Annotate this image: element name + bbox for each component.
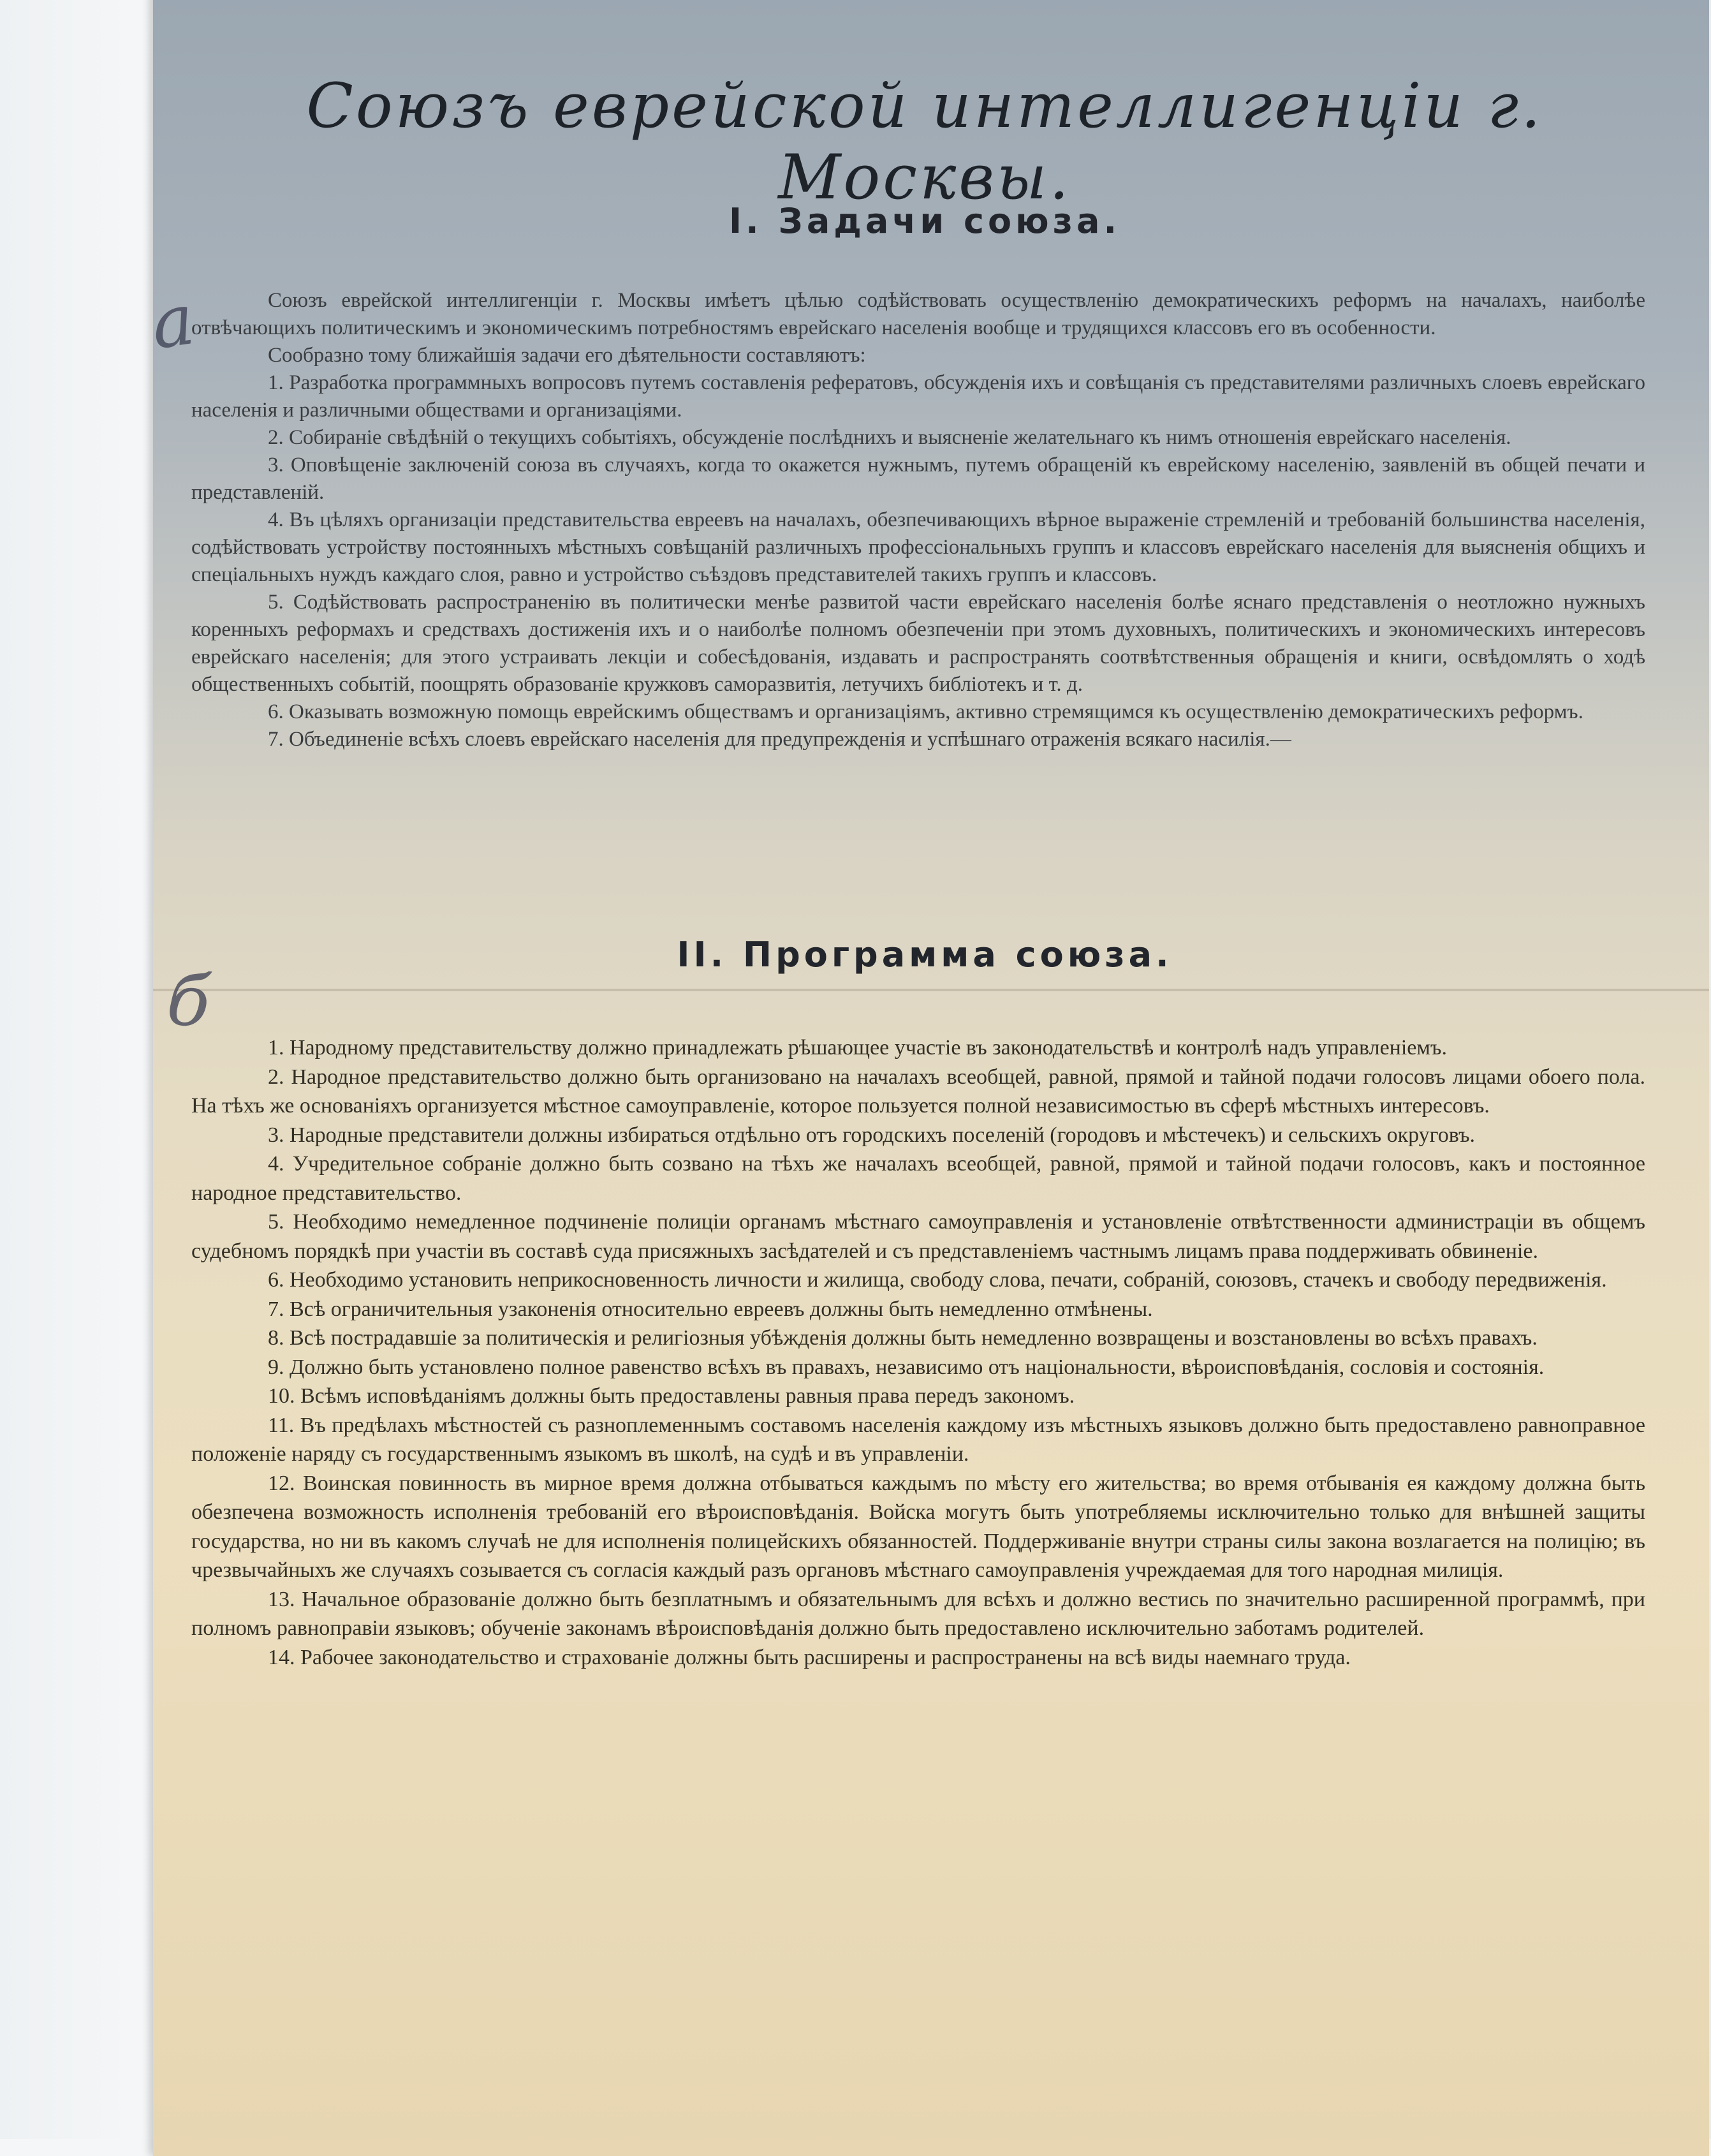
program-item: 4. Учредительное собраніе должно быть созвано на тѣхъ же началахъ всеобщей, равной, прямой и тайной подачи голосовъ, какъ и постоянное народное представительство. [191, 1152, 1645, 1205]
handwritten-margin-mark-a: a [146, 278, 200, 365]
task-item: 7. Объединеніе всѣхъ слоевъ еврейскаго населенія для предупрежденія и успѣшнаго отраженія всякаго насилія.— [268, 728, 1291, 751]
paper-fold-line [153, 989, 1709, 991]
program-item: 13. Начальное образованіе должно быть безплатнымъ и обязательнымъ для всѣхъ и должно вестись по значительно расширенной программѣ, при полномъ равноправіи языковъ; обученіе законамъ вѣроисповѣданія должно быть предоставлено исключительно заботамъ родителей. [191, 1587, 1645, 1640]
page-title: Союзъ еврейской интеллигенціи г. Москвы. [306, 70, 1543, 213]
task-item: 6. Оказывать возможную помощь еврейскимъ обществамъ и организаціямъ, активно стремящимся къ осуществленію демократическихъ реформъ. [268, 700, 1583, 723]
task-item: 5. Содѣйствовать распространенію въ политически менѣе развитой части еврейскаго населенія болѣе яснаго представленія о неотложно нужныхъ коренныхъ реформахъ и средствахъ достиженія ихъ и о наиболѣе полномъ обезпеченіи при этомъ духовныхъ, политическихъ и экономическихъ интересовъ еврейскаго населенія; для этого устраивать лекціи и собесѣдованія, издавать и распространять соотвѣтственныя обращенія и книги, освѣдомлять о ходѣ общественныхъ событій, поощрять образованіе кружковъ саморазвитія, летучихъ библіотекъ и т. д. [191, 591, 1645, 696]
handwritten-margin-mark-b: б [164, 958, 213, 1044]
program-item: 5. Необходимо немедленное подчиненіе полиціи органамъ мѣстнаго самоуправленія и установленіе отвѣтственности администраціи въ общемъ судебномъ порядкѣ при участіи въ составѣ суда присяжныхъ засѣдателей и съ представленіемъ частнымъ лицамъ права поддерживать обвиненіе. [191, 1210, 1645, 1263]
program-item: 10. Всѣмъ исповѣданіямъ должны быть предоставлены равныя права передъ закономъ. [268, 1384, 1075, 1408]
program-item: 11. Въ предѣлахъ мѣстностей съ разноплеменнымъ составомъ населенія каждому изъ мѣстныхъ языковъ должно быть предоставлено равноправное положеніе наряду съ государственнымъ языкомъ въ школѣ, на судѣ и въ управленіи. [191, 1413, 1645, 1466]
task-item: 1. Разработка программныхъ вопросовъ путемъ составленія рефератовъ, обсужденія ихъ и совѣщанія съ представителями различныхъ слоевъ еврейскаго населенія и различными обществами и организаціями. [191, 371, 1645, 422]
task-item: 2. Собираніе свѣдѣній о текущихъ событіяхъ, обсужденіе послѣднихъ и выясненіе желательнаго къ нимъ отношенія еврейскаго населенія. [268, 426, 1511, 449]
program-item: 6. Необходимо установить неприкосновенность личности и жилища, свободу слова, печати, собраній, союзовъ, стачекъ и свободу передвиженія. [268, 1268, 1607, 1292]
program-item: 14. Рабочее законодательство и страхованіе должны быть расширены и распространены на всѣ виды наемнаго труда. [268, 1645, 1351, 1669]
program-item: 1. Народному представительству должно принадлежать рѣшающее участіе въ законодательствѣ и контролѣ надъ управленіемъ. [268, 1036, 1447, 1060]
section-tasks-intro: Союзъ еврейской интеллигенціи г. Москвы имѣетъ цѣлью содѣйствовать осуществленію демократическихъ реформъ на началахъ, наиболѣе отвѣчающихъ политическимъ и экономическимъ потребностямъ еврейскаго населенія вообще и трудящихся классовъ его въ особенности. [191, 289, 1645, 339]
program-item: 9. Должно быть установлено полное равенство всѣхъ въ правахъ, независимо отъ національности, вѣроисповѣданія, сословія и состоянія. [268, 1355, 1545, 1379]
program-item: 12. Воинская повинность въ мирное время должна отбываться каждымъ по мѣсту его жительства; во время отбыванія ея каждому должна быть обезпечена возможность исполненія требованій его вѣроисповѣданія. Войска могутъ быть употребляемы исключительно только для внѣшней защиты государства, но ни въ какомъ случаѣ не для исполненія полицейскихъ обязанностей. Поддерживаніе внутри страны силы закона возлагается на полицію; въ чрезвычайныхъ же случаяхъ созывается съ согласія каждый разъ органовъ мѣстнаго самоуправленія учреждаемая для того народная милиція. [191, 1471, 1645, 1582]
section-tasks-lead: Сообразно тому ближайшія задачи его дѣятельности составляютъ: [268, 344, 866, 367]
section-heading-tasks: I. Задачи союза. [729, 201, 1120, 241]
program-item: 8. Всѣ пострадавшіе за политическія и религіозныя убѣжденія должны быть немедленно возвращены и возстановлены во всѣхъ правахъ. [268, 1326, 1538, 1350]
section-program-body [191, 1033, 1645, 1672]
program-item: 3. Народные представители должны избираться отдѣльно отъ городскихъ поселеній (городовъ и мѣстечекъ) и сельскихъ округовъ. [268, 1123, 1476, 1147]
task-item: 4. Въ цѣляхъ организаціи представительства евреевъ на началахъ, обезпечивающихъ вѣрное выраженіе стремленій и требованій большинства населенія, содѣйствовать устройству постоянныхъ мѣстныхъ совѣщаній различныхъ профессіональныхъ группъ и классовъ еврейскаго населенія для выясненія общихъ и спеціальныхъ нуждъ каждаго слоя, равно и устройство съѣздовъ представителей такихъ группъ и классовъ. [191, 508, 1645, 586]
document-sheet [153, 0, 1709, 2156]
task-item: 3. Оповѣщеніе заключеній союза въ случаяхъ, когда то окажется нужнымъ, путемъ обращеній къ еврейскому населенію, заявленій въ общей печати и представленій. [191, 454, 1645, 504]
program-item: 7. Всѣ ограничительныя узаконенія относительно евреевъ должны быть немедленно отмѣнены. [268, 1297, 1153, 1321]
section-heading-program: II. Программа союза. [677, 934, 1173, 975]
section-tasks-body [191, 287, 1645, 753]
program-item: 2. Народное представительство должно быть организовано на началахъ всеобщей, равной, прямой и тайной подачи голосовъ лицами обоего пола. На тѣхъ же основаніяхъ организуется мѣстное самоуправленіе, которое пользуется полной независимостью въ сферѣ мѣстныхъ интересовъ. [191, 1065, 1645, 1118]
